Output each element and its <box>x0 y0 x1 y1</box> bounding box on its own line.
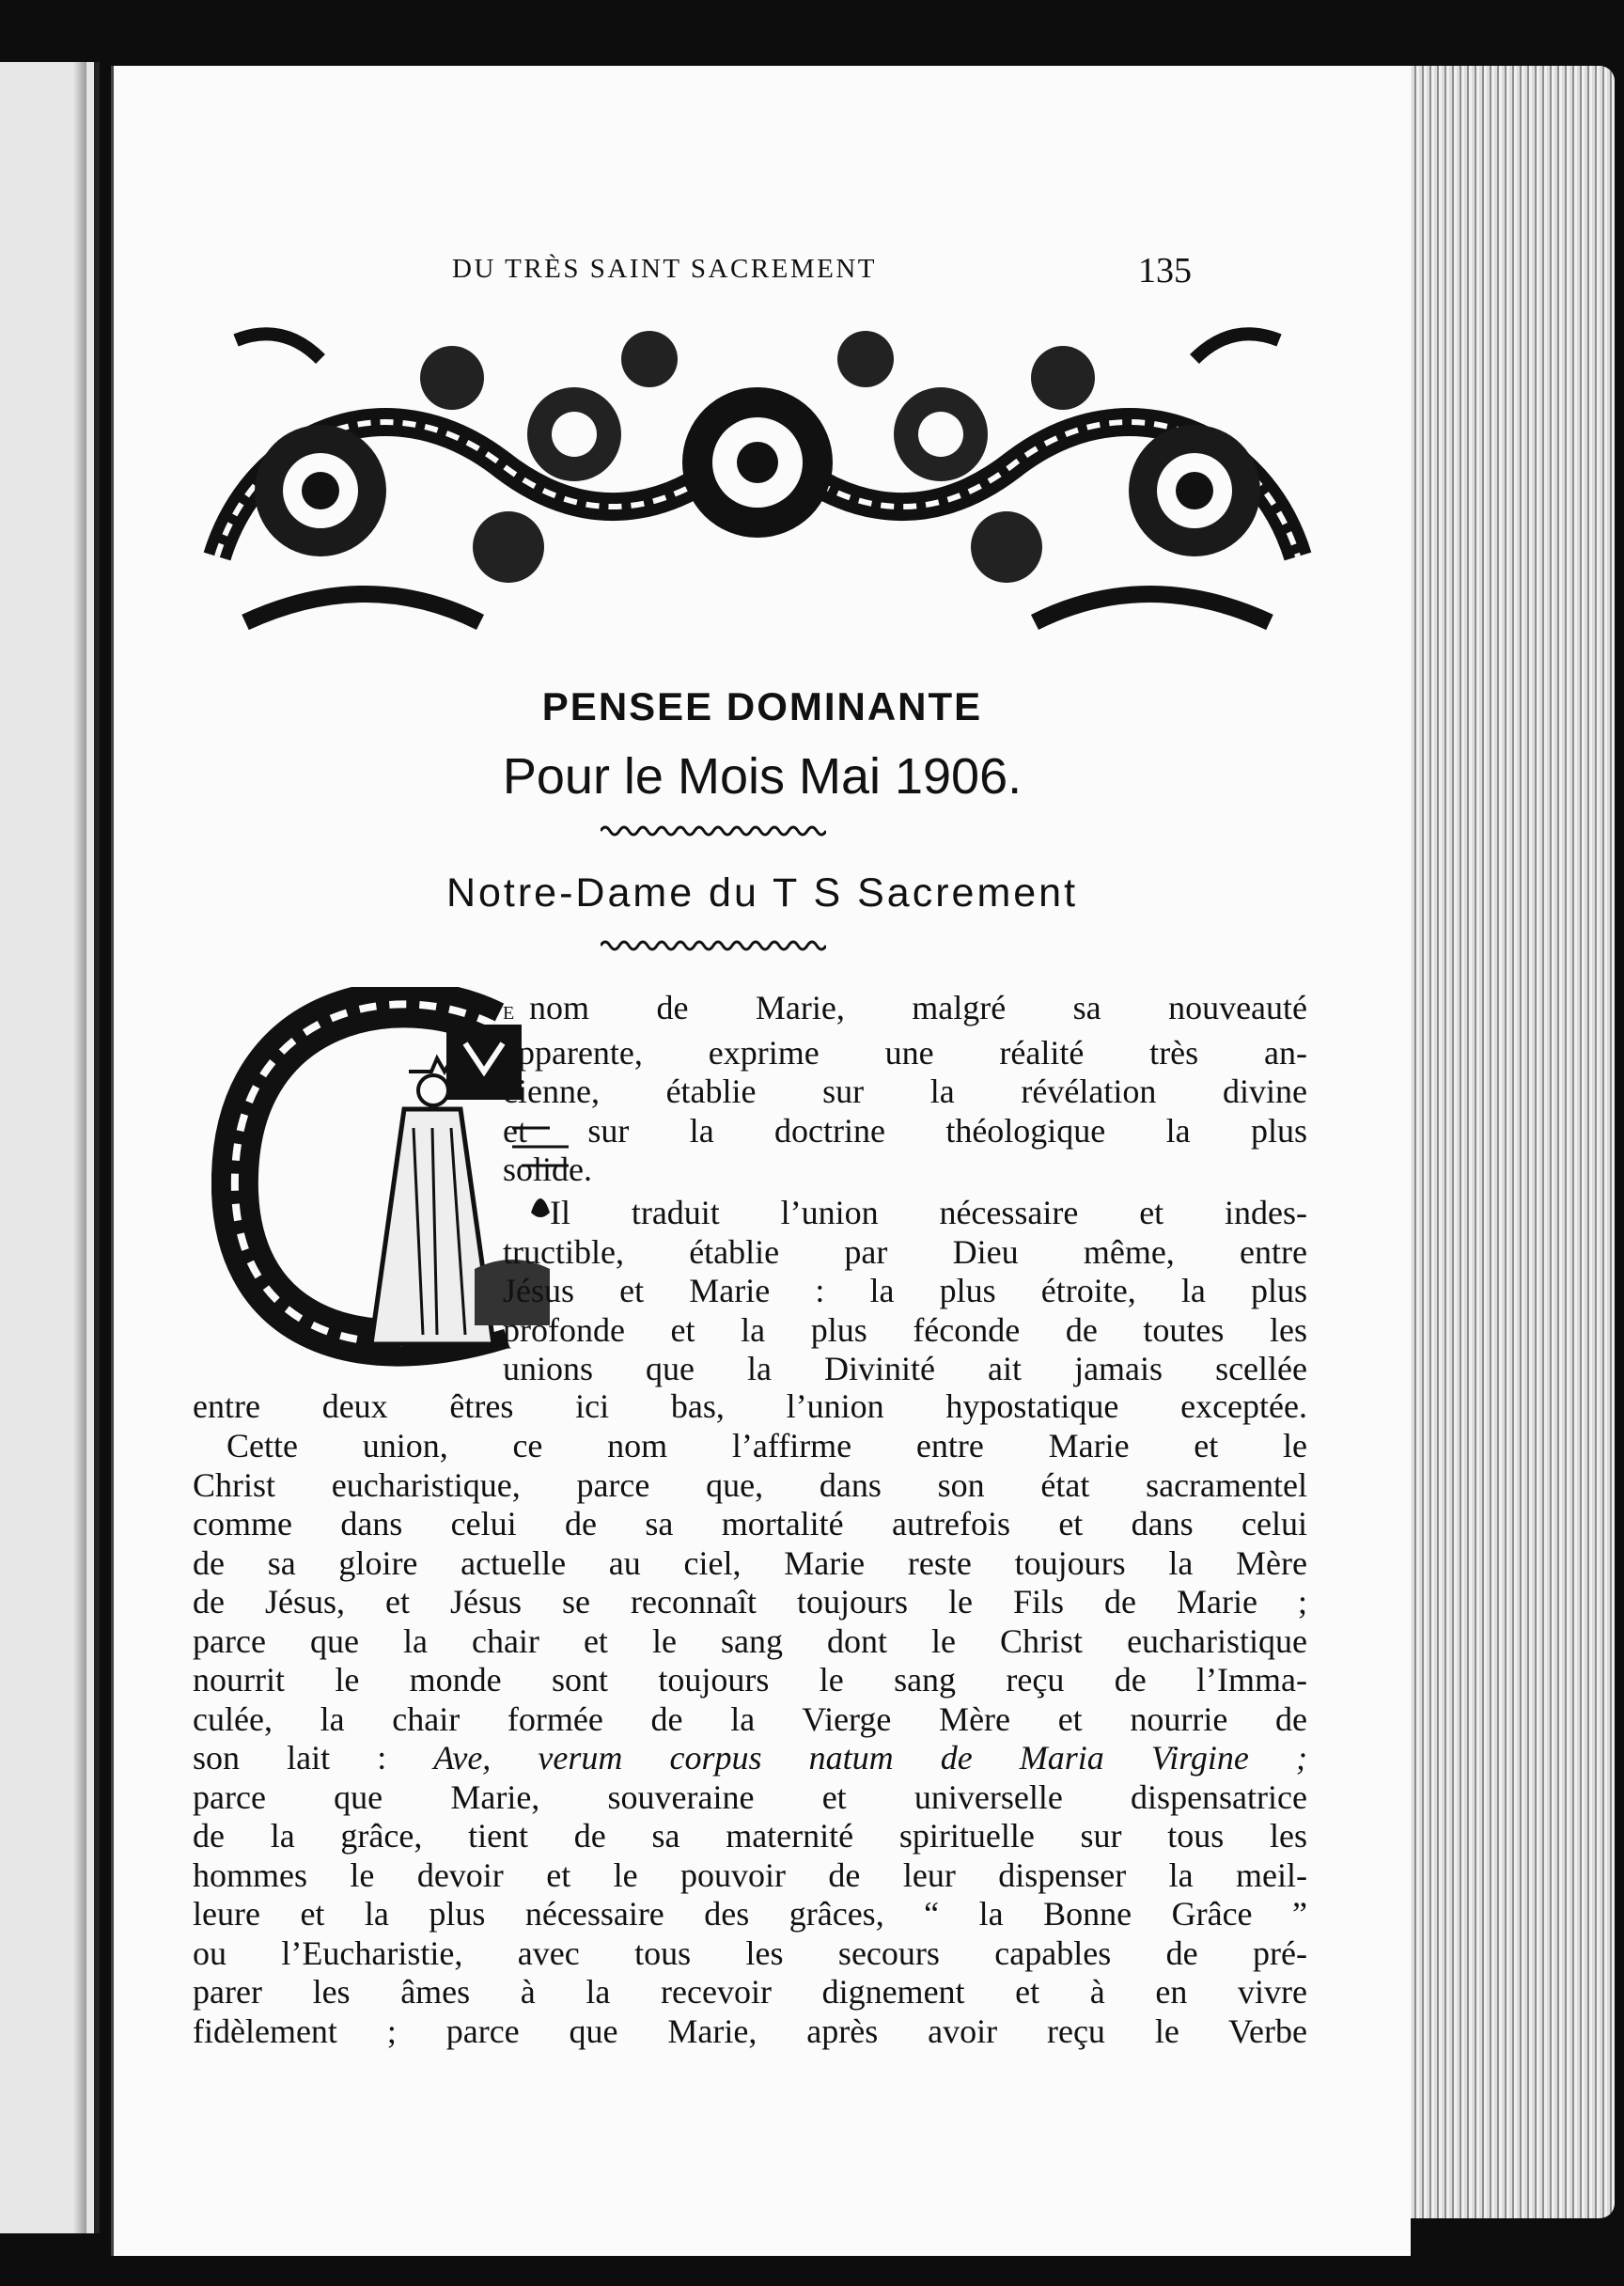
running-head: DU TRÈS SAINT SACREMENT <box>452 254 878 284</box>
text-line: nourrit le monde sont toujours le sang reçu de l’Imma- <box>193 1661 1307 1699</box>
text-line: unions que la Divinité ait jamais scellée <box>503 1350 1307 1387</box>
text-line: Christ eucharistique, parce que, dans son état sacramentel <box>193 1465 1307 1504</box>
floral-ornament-headpiece <box>198 321 1317 632</box>
text-line: parce que la chair et le sang dont le Christ eucharistique <box>193 1621 1307 1660</box>
heading-title: PENSEE DOMINANTE <box>541 684 983 728</box>
latin-intro: son lait : <box>193 1739 434 1777</box>
text-line: de sa gloire actuelle au ciel, Marie reste toujours la Mère <box>193 1543 1307 1582</box>
text-line: culée, la chair formée de la Vierge Mère et nourrie de <box>193 1699 1307 1738</box>
section-title: Notre-Dame du T S Sacrement <box>445 870 1079 916</box>
paragraph-1 <box>503 989 1307 1190</box>
heading-subtitle: Pour le Mois Mai 1906. <box>502 748 1023 805</box>
text-line: Jésus et Marie : la plus étroite, la plus <box>503 1272 1307 1309</box>
text-line: apparente, exprime une réalité très an- <box>503 1033 1307 1072</box>
text-line: Il traduit l’union nécessaire et indes- <box>550 1194 1307 1231</box>
wavy-rule <box>601 823 826 838</box>
text-line: de Jésus, et Jésus se reconnaît toujours le Fils de Marie ; <box>193 1583 1307 1621</box>
text-line: hommes le devoir et le pouvoir de leur dispenser la meil- <box>193 1855 1307 1894</box>
facing-page-edge <box>0 62 100 2233</box>
text-line: de la grâce, tient de sa maternité spirituelle sur tous les <box>193 1817 1307 1855</box>
text-line: profonde et la plus féconde de toutes les <box>503 1310 1307 1349</box>
text-line: leure et la plus nécessaire des grâces, “ la Bonne Grâce ” <box>193 1895 1307 1933</box>
book-page-edges <box>1389 66 1615 2218</box>
text-line: solide. <box>503 1151 592 1188</box>
latin-quote: Ave, verum corpus natum de Maria Virgine ; <box>433 1739 1307 1777</box>
paragraph-2-continuation: entre deux êtres ici bas, l’union hypostatique exceptée. <box>193 1387 1307 1425</box>
text-line: comme dans celui de sa mortalité autrefois et dans celui <box>193 1505 1307 1542</box>
paragraph-3 <box>193 1427 1307 2051</box>
text-line: parce que Marie, souveraine et universelle dispensatrice <box>193 1777 1307 1816</box>
wavy-rule <box>601 938 826 953</box>
book-page <box>111 66 1411 2256</box>
text-line: Cette union, ce nom l’affirme entre Marie et le <box>226 1427 1307 1464</box>
drop-cap-letter: E <box>503 1003 515 1024</box>
text-line: cienne, établie sur la révélation divine <box>503 1073 1307 1110</box>
paragraph-2 <box>503 1194 1307 1389</box>
text-line: et sur la doctrine théologique la plus <box>503 1111 1307 1150</box>
page-number: 135 <box>1138 251 1192 290</box>
text-line: nom de Marie, malgré sa nouveauté <box>529 989 1307 1026</box>
text-line: ou l’Eucharistie, avec tous les secours capables de pré- <box>193 1934 1307 1972</box>
text-line: parer les âmes à la recevoir dignement et à en vivre <box>193 1973 1307 2011</box>
latin-line <box>193 1739 1307 1778</box>
text-line: tructible, établie par Dieu même, entre <box>503 1232 1307 1271</box>
text-line: fidèlement ; parce que Marie, après avoir reçu le Verbe <box>193 2012 1307 2050</box>
